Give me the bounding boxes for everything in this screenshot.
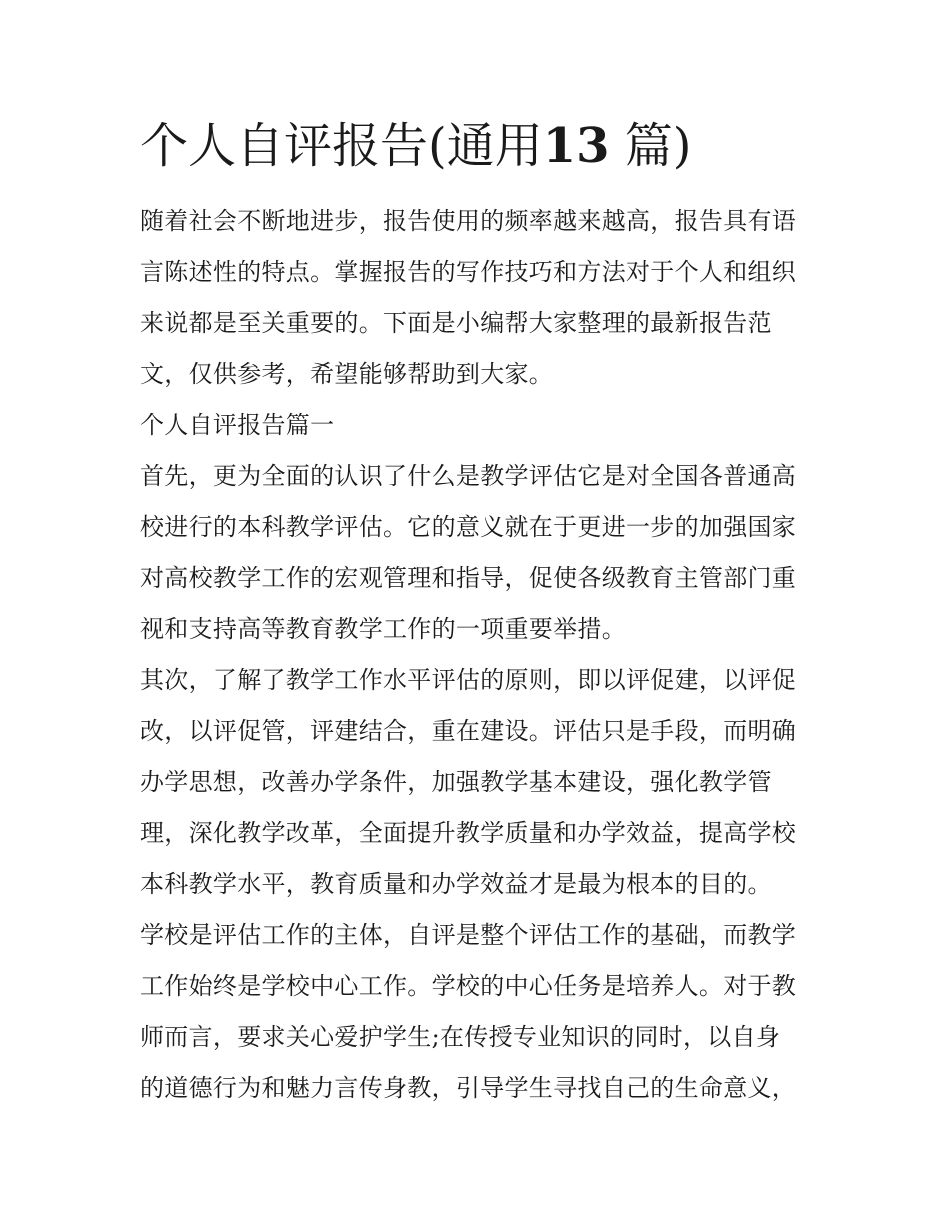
- text-line: 言陈述性的特点。掌握报告的写作技巧和方法对于个人和组织: [140, 258, 797, 286]
- section-heading: 个人自评报告篇一: [140, 411, 335, 439]
- text-line: 视和支持高等教育教学工作的一项重要举措。: [140, 615, 626, 643]
- text-line: 随着社会不断地进步，报告使用的频率越来越高，报告具有语: [140, 207, 797, 235]
- text-line: 学校是评估工作的主体，自评是整个评估工作的基础，而教学: [140, 921, 797, 949]
- text-line: 文，仅供参考，希望能够帮助到大家。: [140, 360, 554, 388]
- text-line: 的道德行为和魅力言传身教，引导学生寻找自己的生命意义，: [140, 1074, 797, 1102]
- document-title: [140, 110, 820, 182]
- text-line: 本科教学水平，教育质量和办学效益才是最为根本的目的。: [140, 870, 772, 898]
- text-line: 改，以评促管，评建结合，重在建设。评估只是手段，而明确: [140, 717, 797, 745]
- title-number: 13: [542, 118, 610, 174]
- text-line: 来说都是至关重要的。下面是小编帮大家整理的最新报告范: [140, 309, 772, 337]
- text-line: 理，深化教学改革，全面提升教学质量和办学效益，提高学校: [140, 819, 797, 847]
- text-line: 首先，更为全面的认识了什么是教学评估它是对全国各普通高: [140, 462, 797, 490]
- document-page: [140, 110, 820, 1114]
- text-line: 对高校教学工作的宏观管理和指导，促使各级教育主管部门重: [140, 564, 797, 592]
- title-suffix: 篇): [609, 118, 692, 174]
- text-line: 校进行的本科教学评估。它的意义就在于更进一步的加强国家: [140, 513, 797, 541]
- text-line: 办学思想，改善办学条件，加强教学基本建设，强化教学管: [140, 768, 772, 796]
- document-body: [140, 196, 820, 1114]
- text-line: 师而言，要求关心爱护学生;在传授专业知识的同时，以自身: [140, 1023, 781, 1051]
- title-prefix: 个人自评报告(通用: [140, 118, 543, 174]
- text-line: 工作始终是学校中心工作。学校的中心任务是培养人。对于教: [140, 972, 797, 1000]
- text-line: 其次，了解了教学工作水平评估的原则，即以评促建，以评促: [140, 666, 797, 694]
